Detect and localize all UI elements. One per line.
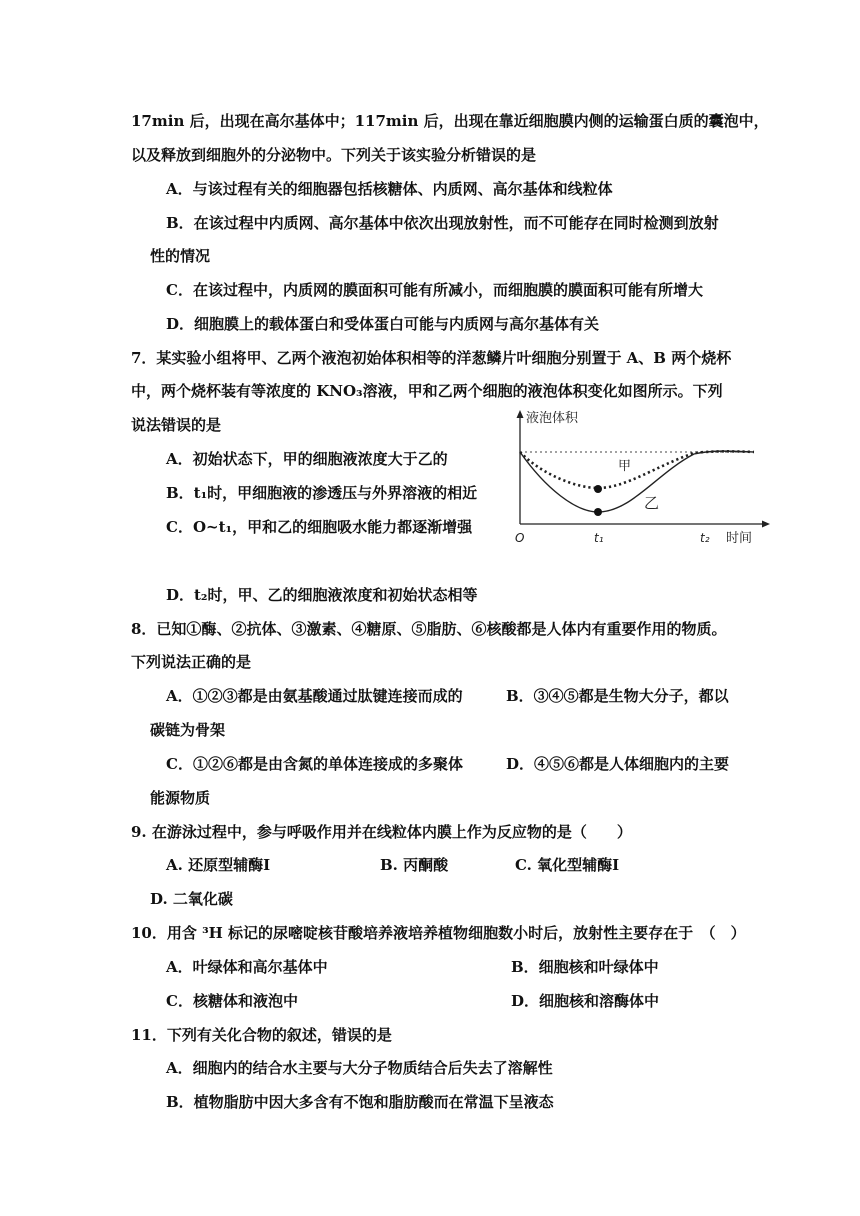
q11-option-b: B．植物脂肪中因大多含有不饱和脂肪酸而在常温下呈液态	[166, 1093, 554, 1111]
q8-option-d-line1: D．④⑤⑥都是人体细胞内的主要	[506, 755, 730, 773]
q8-stem-line2: 下列说法正确的是	[131, 653, 252, 671]
q8-option-b-line2: 碳链为骨架	[150, 721, 226, 739]
q7-option-b: B．t₁时，甲细胞液的渗透压与外界溶液的相近	[166, 484, 478, 502]
q7-option-c: C．O~t₁，甲和乙的细胞吸水能力都逐渐增强	[166, 518, 473, 536]
q8-option-c: C．①②⑥都是由含氮的单体连接成的多聚体	[166, 755, 463, 773]
vacuole-volume-graph	[506, 404, 782, 554]
q6-option-a: A．与该过程有关的细胞器包括核糖体、内质网、高尔基体和线粒体	[166, 180, 613, 198]
q11-stem: 11．下列有关化合物的叙述，错误的是	[131, 1026, 392, 1044]
q9-option-a: A. 还原型辅酶Ⅰ	[166, 856, 271, 874]
q7-option-a: A．初始状态下，甲的细胞液浓度大于乙的	[166, 450, 448, 468]
curve-yi-label: 乙	[644, 494, 660, 512]
q10-option-b: B．细胞核和叶绿体中	[511, 958, 659, 976]
q10-option-a: A．叶绿体和高尔基体中	[166, 958, 328, 976]
q7-option-d: D．t₂时，甲、乙的细胞液浓度和初始状态相等	[166, 586, 478, 604]
q10-option-d: D．细胞核和溶酶体中	[511, 992, 660, 1010]
q10-option-c: C．核糖体和液泡中	[166, 992, 298, 1010]
curve-jia-label: 甲	[618, 459, 632, 474]
x-axis-label: 时间	[726, 531, 753, 546]
curve-yi-minimum-point	[594, 508, 602, 516]
q8-option-b-line1: B．③④⑤都是生物大分子，都以	[506, 687, 729, 705]
x-axis-arrow	[762, 521, 770, 528]
q9-option-c: C. 氧化型辅酶Ⅰ	[515, 856, 620, 874]
t1-tick-label: t₁	[594, 531, 604, 545]
curve-jia-minimum-point	[594, 485, 602, 493]
q9-option-b: B. 丙酮酸	[380, 856, 449, 874]
q6-stem-line1: 17min 后，出现在高尔基体中；117min 后，出现在靠近细胞膜内侧的运输蛋白质的囊泡中，	[131, 112, 769, 130]
q6-option-b-line1: B．在该过程中内质网、高尔基体中依次出现放射性，而不可能存在同时检测到放射	[166, 214, 719, 232]
q8-option-a: A．①②③都是由氨基酸通过肽键连接而成的	[166, 687, 463, 705]
y-axis-arrow	[517, 410, 524, 418]
y-axis-label: 液泡体积	[526, 411, 579, 426]
q8-stem-line1: 8．已知①酶、②抗体、③激素、④糖原、⑤脂肪、⑥核酸都是人体内有重要作用的物质。	[131, 620, 727, 638]
q7-stem-line3: 说法错误的是	[131, 416, 222, 434]
origin-label: O	[515, 531, 525, 545]
q11-option-a: A．细胞内的结合水主要与大分子物质结合后失去了溶解性	[166, 1059, 553, 1077]
q7-stem-line2: 中，两个烧杯装有等浓度的 KNO₃溶液，甲和乙两个细胞的液泡体积变化如图所示。下列	[131, 382, 723, 400]
q8-option-d-line2: 能源物质	[150, 789, 211, 807]
q10-stem: 10．用含 ³H 标记的尿嘧啶核苷酸培养液培养植物细胞数小时后，放射性主要存在于 （ ）	[131, 924, 746, 942]
curve-yi	[520, 451, 754, 512]
q6-option-b-line2: 性的情况	[150, 247, 211, 265]
t2-tick-label: t₂	[700, 531, 710, 545]
curve-jia	[520, 451, 754, 488]
q9-option-d: D. 二氧化碳	[150, 890, 233, 908]
q6-stem-line2: 以及释放到细胞外的分泌物中。下列关于该实验分析错误的是	[131, 146, 537, 164]
q6-option-c: C．在该过程中，内质网的膜面积可能有所减小，而细胞膜的膜面积可能有所增大	[166, 281, 703, 299]
q9-stem: 9. 在游泳过程中，参与呼吸作用并在线粒体内膜上作为反应物的是（ ）	[131, 823, 632, 841]
q7-stem-line1: 7．某实验小组将甲、乙两个液泡初始体积相等的洋葱鳞片叶细胞分别置于 A、B 两个烧杯	[131, 349, 732, 367]
q6-option-d: D．细胞膜上的载体蛋白和受体蛋白可能与内质网与高尔基体有关	[166, 315, 600, 333]
